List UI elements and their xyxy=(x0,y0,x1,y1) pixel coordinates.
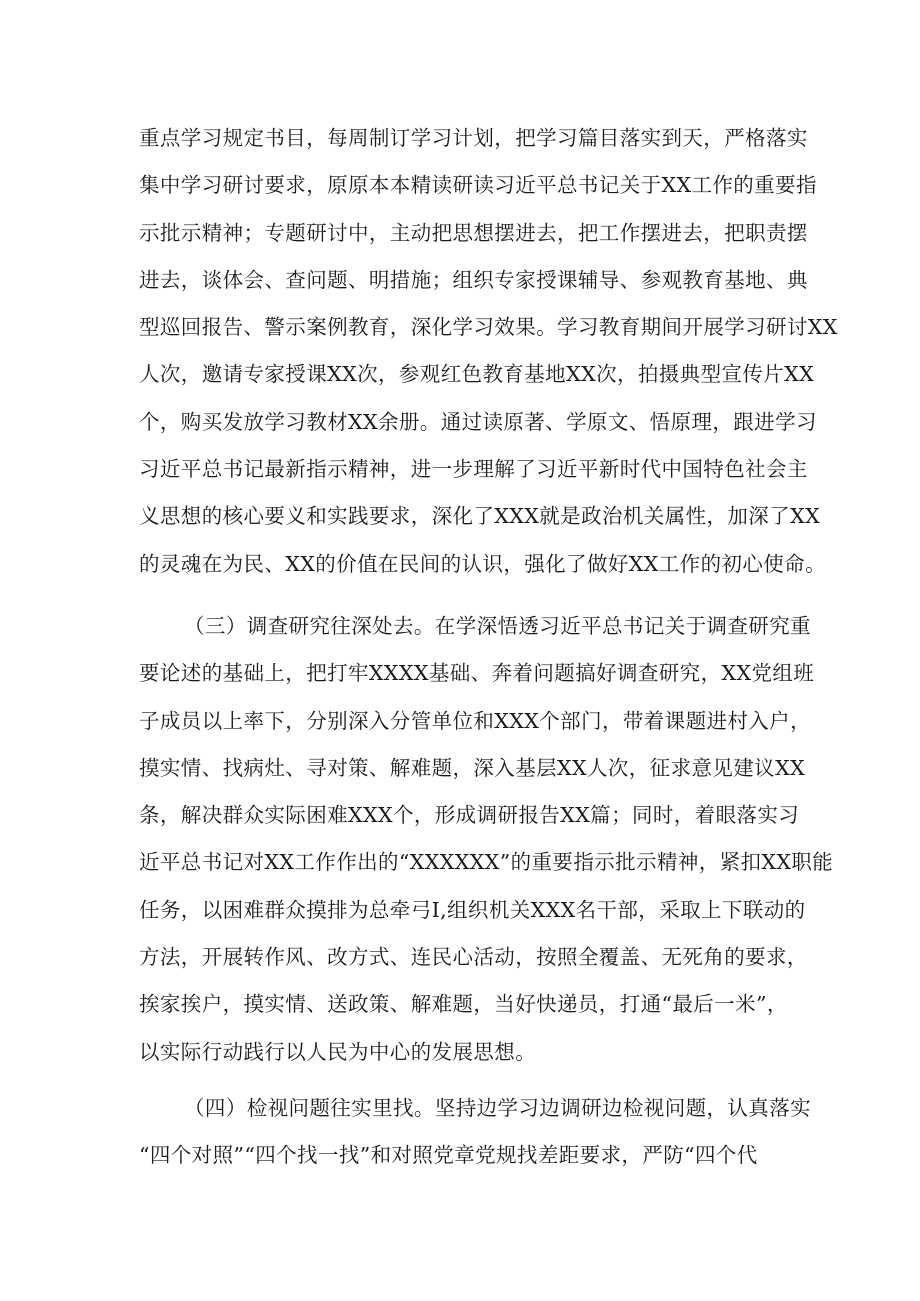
text-line: 条，解决群众实际困难XXX个，形成调研报告XX篇；同时，着眼落实习 xyxy=(139,803,800,828)
text-line: 要论述的基础上，把打牢XXXX基础、奔着问题搞好调查研究，XX党组班 xyxy=(139,661,815,686)
text-line: 方法，开展转作风、改方式、连民心活动，按照全覆盖、无死角的要求， xyxy=(139,945,808,970)
text-line: 人次，邀请专家授课XX次，参观红色教育基地XX次，拍摄典型宣传片XX xyxy=(139,362,815,387)
text-line: 近平总书记对XX工作作出的“XXXXXX”的重要指示批示精神，紧扣XX职能 xyxy=(139,850,834,875)
paragraph-study xyxy=(139,115,838,588)
text-line: （四）检视问题往实里找。坚持边学习边调研边检视问题，认真落实 xyxy=(184,1096,811,1120)
text-line: 重点学习规定书目，每周制订学习计划，把学习篇目落实到天，严格落实 xyxy=(139,126,808,150)
text-line: 以实际行动践行以人民为中心的发展思想。 xyxy=(139,1039,537,1064)
text-line: 示批示精神；专题研讨中，主动把思想摆进去，把工作摆进去，把职责摆 xyxy=(139,220,808,245)
text-line: 型巡回报告、警示案例教育，深化学习效果。学习教育期间开展学习研讨XX xyxy=(139,315,838,340)
paragraph-review xyxy=(139,1085,811,1180)
text-line: 个，购买发放学习教材XX余册。通过读原著、学原文、悟原理，跟进学习 xyxy=(139,409,817,434)
text-line: 摸实情、找病灶、寻对策、解难题，深入基层XX人次，征求意见建议XX xyxy=(139,755,806,780)
text-line: 子成员以上率下，分别深入分管单位和XXX个部门，带着课题进村入户， xyxy=(139,708,811,733)
text-line: “四个对照”“四个找一找”和对照党章党规找差距要求，严防“四个代 xyxy=(139,1143,758,1168)
text-line: （三）调查研究往深处去。在学深悟透习近平总书记关于调查研究重 xyxy=(184,614,811,638)
text-line: 集中学习研讨要求，原原本本精读研读习近平总书记关于XX工作的重要指 xyxy=(139,173,817,198)
paragraph-research xyxy=(139,603,834,1076)
text-line: 挨家挨户，摸实情、送政策、解难题，当好快递员，打通“最后一米”， xyxy=(139,992,788,1017)
text-line: 任务，以困难群众摸排为总牵弓I,组织机关XXX名干部，采取上下联动的 xyxy=(139,897,806,922)
text-line: 习近平总书记最新指示精神，进一步理解了习近平新时代中国特色社会主 xyxy=(139,457,808,482)
text-line: 义思想的核心要义和实践要求，深化了XXX就是政治机关属性，加深了XX xyxy=(139,504,821,529)
text-line: 进去，谈体会、查问题、明措施；组织专家授课辅导、参观教育基地、典 xyxy=(139,267,808,292)
text-line: 的灵魂在为民、XX的价值在民间的认识，强化了做好XX工作的初心使命。 xyxy=(139,551,826,576)
